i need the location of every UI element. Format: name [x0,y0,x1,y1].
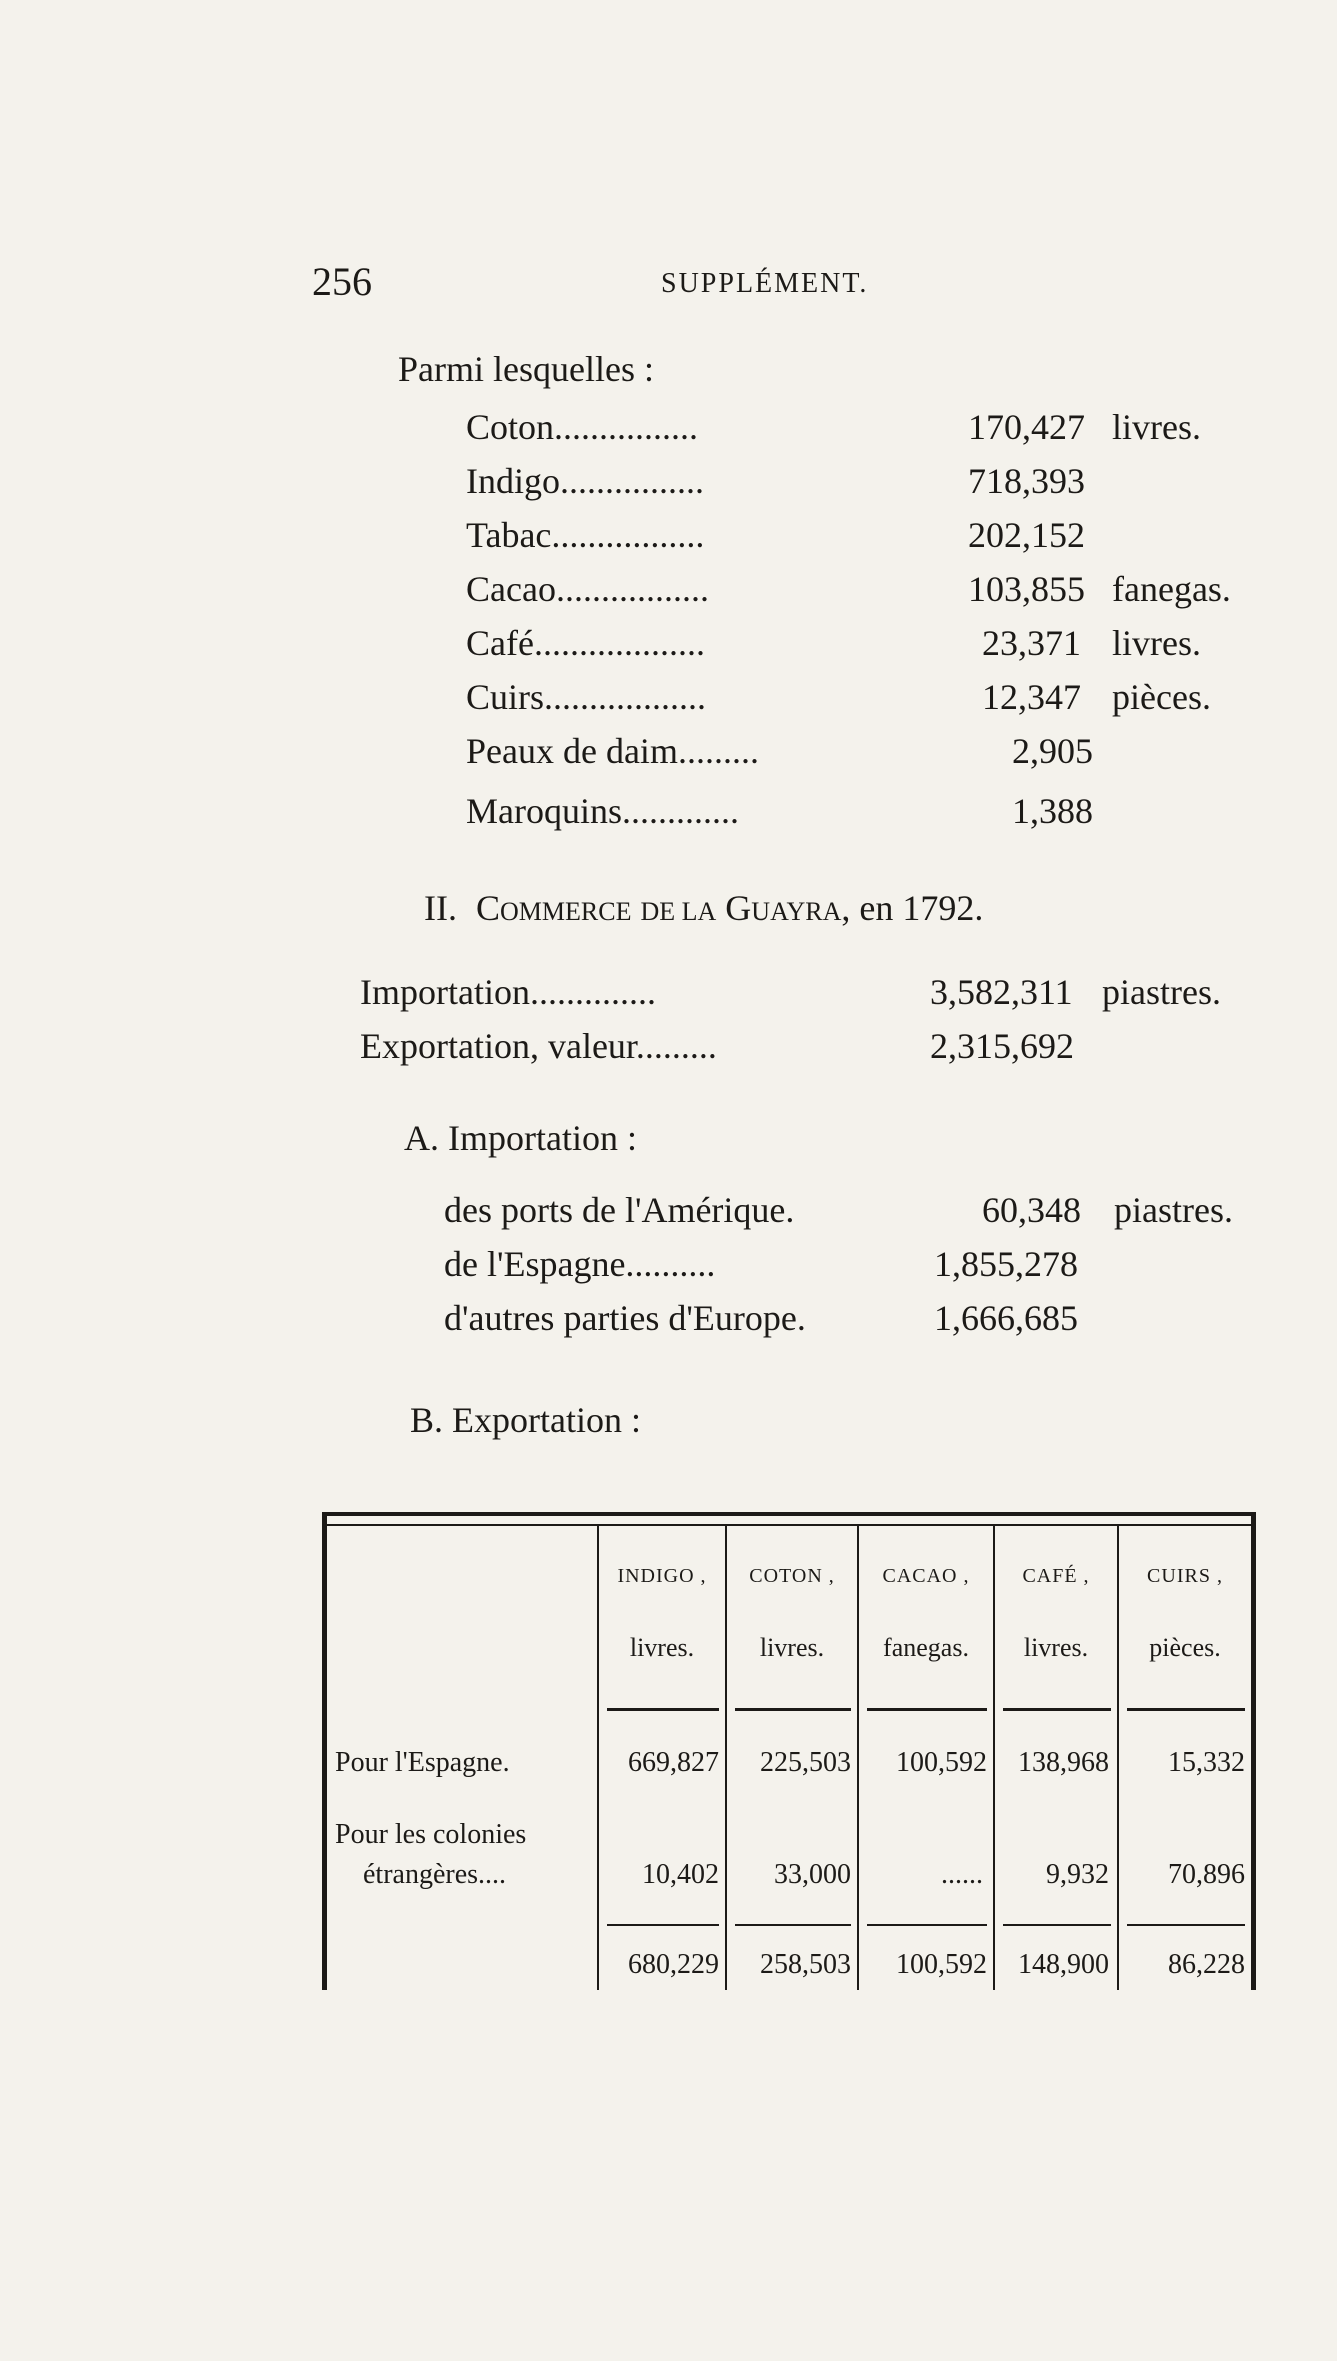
product-value: 12,347 [982,677,1081,717]
summary-label: Exportation, valeur......... [360,1026,717,1066]
table-cell: 669,827 [628,1747,719,1778]
product-unit: livres. [1112,407,1201,447]
product-label: Coton................ [466,407,699,447]
table-cell: 10,402 [642,1859,719,1890]
heading-word-smallcaps: OMMERCE [500,897,632,926]
product-value: 2,905 [1012,731,1093,771]
table-cell: ...... [941,1859,983,1890]
total-cell: 258,503 [760,1949,851,1980]
column-header-unit: pièces. [1149,1633,1221,1662]
product-unit: pièces. [1112,677,1211,717]
table-cell: 138,968 [1018,1747,1109,1778]
column-header-unit: fanegas. [883,1633,969,1662]
total-cell: 100,592 [896,1949,987,1980]
importation-unit: piastres. [1114,1190,1233,1230]
importation-value: 1,666,685 [934,1298,1078,1338]
column-header-unit: livres. [1023,1633,1089,1662]
product-value: 718,393 [968,461,1085,501]
table-cell: 9,932 [1046,1859,1109,1890]
intro-text: Parmi lesquelles : [398,349,654,389]
section-b-heading: B. Exportation : [410,1400,641,1440]
page-number: 256 [312,259,372,304]
product-label: Maroquins............. [466,791,739,831]
table-inner-rule [327,1524,1251,1526]
total-cell: 86,228 [1168,1949,1245,1980]
summary-unit: piastres. [1102,972,1221,1012]
importation-label: de l'Espagne.......... [444,1244,716,1284]
header-rule [1003,1708,1111,1711]
header-rule [735,1708,851,1711]
total-rule [1003,1924,1111,1926]
column-header-unit: livres. [629,1633,695,1662]
row-label: Pour les colonies [335,1819,527,1850]
column-header-name: COTON , [749,1565,835,1587]
column-header-name: INDIGO , [617,1565,707,1587]
summary-value: 3,582,311 [930,972,1073,1012]
product-label: Café................... [466,623,705,663]
product-unit: livres. [1112,623,1201,663]
section-a-heading: A. Importation : [404,1118,637,1158]
summary-value: 2,315,692 [930,1026,1074,1066]
heading-word: G [725,888,752,928]
product-value: 1,388 [1012,791,1093,831]
running-title: SUPPLÉMENT. [661,268,869,299]
total-rule [867,1924,987,1926]
product-label: Peaux de daim......... [466,731,759,771]
product-value: 23,371 [982,623,1081,663]
row-label: Pour l'Espagne. [335,1747,510,1778]
total-cell: 148,900 [1018,1949,1109,1980]
table-cell: 33,000 [774,1859,851,1890]
table-cell: 15,332 [1168,1747,1245,1778]
importation-value: 1,855,278 [934,1244,1078,1284]
table-cell: 70,896 [1168,1859,1245,1890]
heading-word-smallcaps: UAYRA [751,897,842,926]
section-heading [424,886,983,934]
header-rule [607,1708,719,1711]
product-value: 202,152 [968,515,1085,555]
total-cell: 680,229 [628,1949,719,1980]
product-label: Cuirs.................. [466,677,707,717]
importation-label: d'autres parties d'Europe. [444,1298,806,1338]
product-label: Indigo................ [466,461,704,501]
table-cell: 100,592 [896,1747,987,1778]
section-number: II. [424,888,457,928]
product-label: Cacao................. [466,569,709,609]
heading-word-smallcaps: DE LA [640,897,717,926]
product-value: 103,855 [968,569,1085,609]
column-header-name: CACAO , [882,1565,970,1587]
importation-value: 60,348 [982,1190,1081,1230]
exportation-table [322,1512,1256,1990]
column-header-unit: livres. [759,1633,825,1662]
product-unit: fanegas. [1112,569,1231,609]
table-cell: 225,503 [760,1747,851,1778]
importation-label: des ports de l'Amérique. [444,1190,795,1230]
product-label: Tabac................. [466,515,705,555]
heading-tail: , en 1792. [841,888,984,928]
header-rule [1127,1708,1245,1711]
heading-word: C [475,888,500,928]
header-rule [867,1708,987,1711]
total-rule [607,1924,719,1926]
row-label: étrangères.... [363,1859,507,1890]
column-header-name: CAFÉ , [1022,1565,1090,1587]
summary-label: Importation.............. [360,972,656,1012]
total-rule [735,1924,851,1926]
product-value: 170,427 [968,407,1085,447]
total-rule [1127,1924,1245,1926]
column-header-name: CUIRS , [1147,1565,1223,1587]
